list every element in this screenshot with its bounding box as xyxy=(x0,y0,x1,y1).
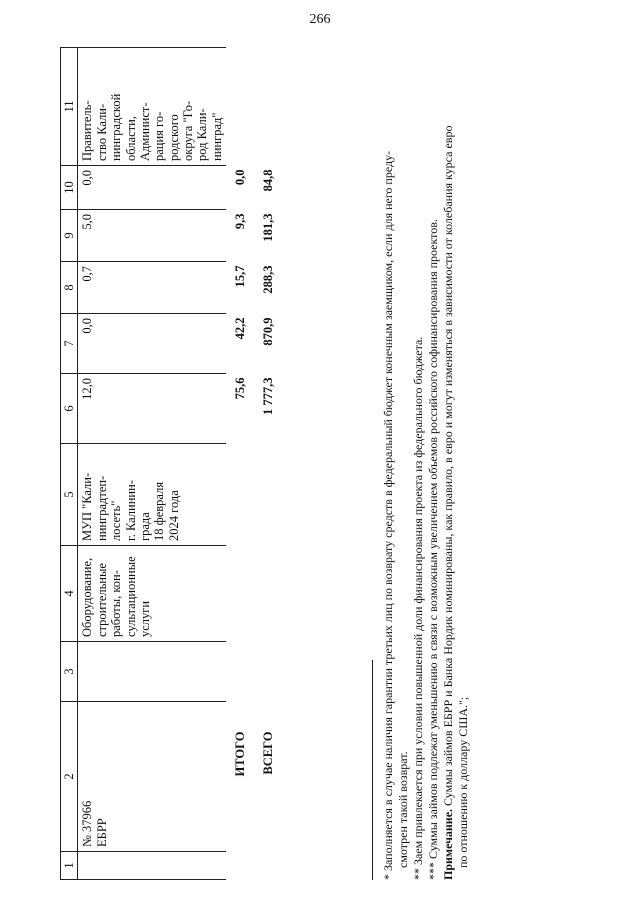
purpose-line: строительные xyxy=(94,563,109,637)
itogo-col7: 42,2 xyxy=(232,317,247,340)
project-row xyxy=(78,48,226,880)
cell-col1 xyxy=(78,852,226,880)
cell-col3 xyxy=(226,642,254,702)
footnote-1-line2: смотрен такой возврат. xyxy=(396,751,410,868)
guarantor-cell xyxy=(78,48,226,166)
vsego-row xyxy=(254,48,282,880)
cell-col5 xyxy=(254,444,282,546)
borrower-line: МУП "Кали- xyxy=(80,472,95,541)
footnotes xyxy=(372,48,471,880)
guarantor-line: ство Кали- xyxy=(94,103,109,161)
value-col7: 0,0 xyxy=(78,314,226,374)
itogo-col8: 15,7 xyxy=(232,265,247,288)
guarantor-line: округа "Го- xyxy=(181,100,195,161)
borrower-line: г. Калинин- xyxy=(123,480,138,541)
cell-col4 xyxy=(226,546,254,642)
footnote-3: *** Суммы займов подлежат уменьшению в связи с возможным увеличением объемов российского софинансирования проектов. xyxy=(426,219,440,880)
guarantor-line: рация го- xyxy=(152,111,167,161)
value-col10: 0,0 xyxy=(78,166,226,210)
borrower-line: града xyxy=(137,512,152,541)
cell-col3 xyxy=(78,642,226,702)
note-line1: Суммы займов ЕБРР и Банка Нордик номинированы, как правило, в евро и могут изменяться в зависимости от колебания курса евро xyxy=(441,125,455,809)
borrower-line: 18 февраля xyxy=(152,481,167,541)
itogo-row xyxy=(226,48,254,880)
header-cell: 9 xyxy=(61,210,78,262)
itogo-col6: 75,6 xyxy=(232,377,247,400)
purpose-cell xyxy=(78,546,226,642)
project-number: № 37966 xyxy=(80,800,95,847)
borrower-line: нинградтеп- xyxy=(94,475,109,541)
borrower-line: лосеть" xyxy=(109,500,124,541)
note xyxy=(441,48,456,880)
header-cell: 4 xyxy=(61,546,78,642)
header-cell: 2 xyxy=(61,702,78,852)
vsego-col7: 870,9 xyxy=(260,317,275,346)
footnote-1-line1: * Заполняется в случае наличия гарантии третьих лиц по возврату средств в федеральный бюджет конечным заемщиком, если для него преду- xyxy=(381,150,395,880)
page-number: 266 xyxy=(309,12,331,27)
guarantor-line: Правитель- xyxy=(80,100,95,161)
vsego-col6: 1 777,3 xyxy=(260,377,275,415)
header-row xyxy=(61,48,78,880)
cell-col11 xyxy=(226,48,254,166)
vsego-col8: 288,3 xyxy=(260,265,275,294)
guarantor-line: Админист- xyxy=(137,102,152,161)
purpose-line: работы, кон- xyxy=(109,570,124,637)
vsego-label: ВСЕГО xyxy=(260,731,275,775)
vsego-col10: 84,8 xyxy=(260,169,275,192)
borrower-cell xyxy=(78,444,226,546)
header-cell: 6 xyxy=(61,374,78,444)
header-cell: 3 xyxy=(61,642,78,702)
header-cell: 7 xyxy=(61,314,78,374)
cell-col1 xyxy=(226,852,254,880)
header-cell: 8 xyxy=(61,262,78,314)
footnote-rule xyxy=(372,660,373,880)
rotated-content xyxy=(60,40,620,880)
itogo-col9: 9,3 xyxy=(232,213,247,230)
guarantor-line: нинградской xyxy=(109,93,124,161)
loans-table xyxy=(60,47,282,880)
purpose-line: услуги xyxy=(137,600,152,637)
note-label: Примечание. xyxy=(441,808,455,880)
lender-name: ЕБРР xyxy=(94,818,109,847)
vsego-col9: 181,3 xyxy=(260,213,275,242)
guarantor-line: род Кали- xyxy=(195,108,210,161)
guarantor-line: родского xyxy=(166,114,181,161)
cell-col1 xyxy=(254,852,282,880)
header-cell: 5 xyxy=(61,444,78,546)
cell-col4 xyxy=(254,546,282,642)
project-id-cell xyxy=(78,702,226,852)
purpose-line: сультационные xyxy=(123,556,138,637)
header-cell: 10 xyxy=(61,166,78,210)
guarantor-line: области, xyxy=(123,116,138,161)
itogo-label: ИТОГО xyxy=(232,731,247,777)
header-cell: 1 xyxy=(61,852,78,880)
cell-col3 xyxy=(254,642,282,702)
value-col6: 12,0 xyxy=(78,374,226,444)
purpose-line: Оборудование, xyxy=(80,557,95,637)
borrower-line: 2024 года xyxy=(166,490,181,541)
header-cell: 11 xyxy=(61,48,78,166)
guarantor-line: нинград" xyxy=(209,112,224,161)
cell-col11 xyxy=(254,48,282,166)
value-col9: 5,0 xyxy=(78,210,226,262)
cell-col5 xyxy=(226,444,254,546)
note-line2: по отношению к доллару США."; xyxy=(456,696,470,868)
value-col8: 0,7 xyxy=(78,262,226,314)
itogo-col10: 0,0 xyxy=(232,169,247,186)
footnote-2: ** Заем привлекается при условии повышенной доли финансирования проекта из федерального бюджета. xyxy=(411,336,425,880)
